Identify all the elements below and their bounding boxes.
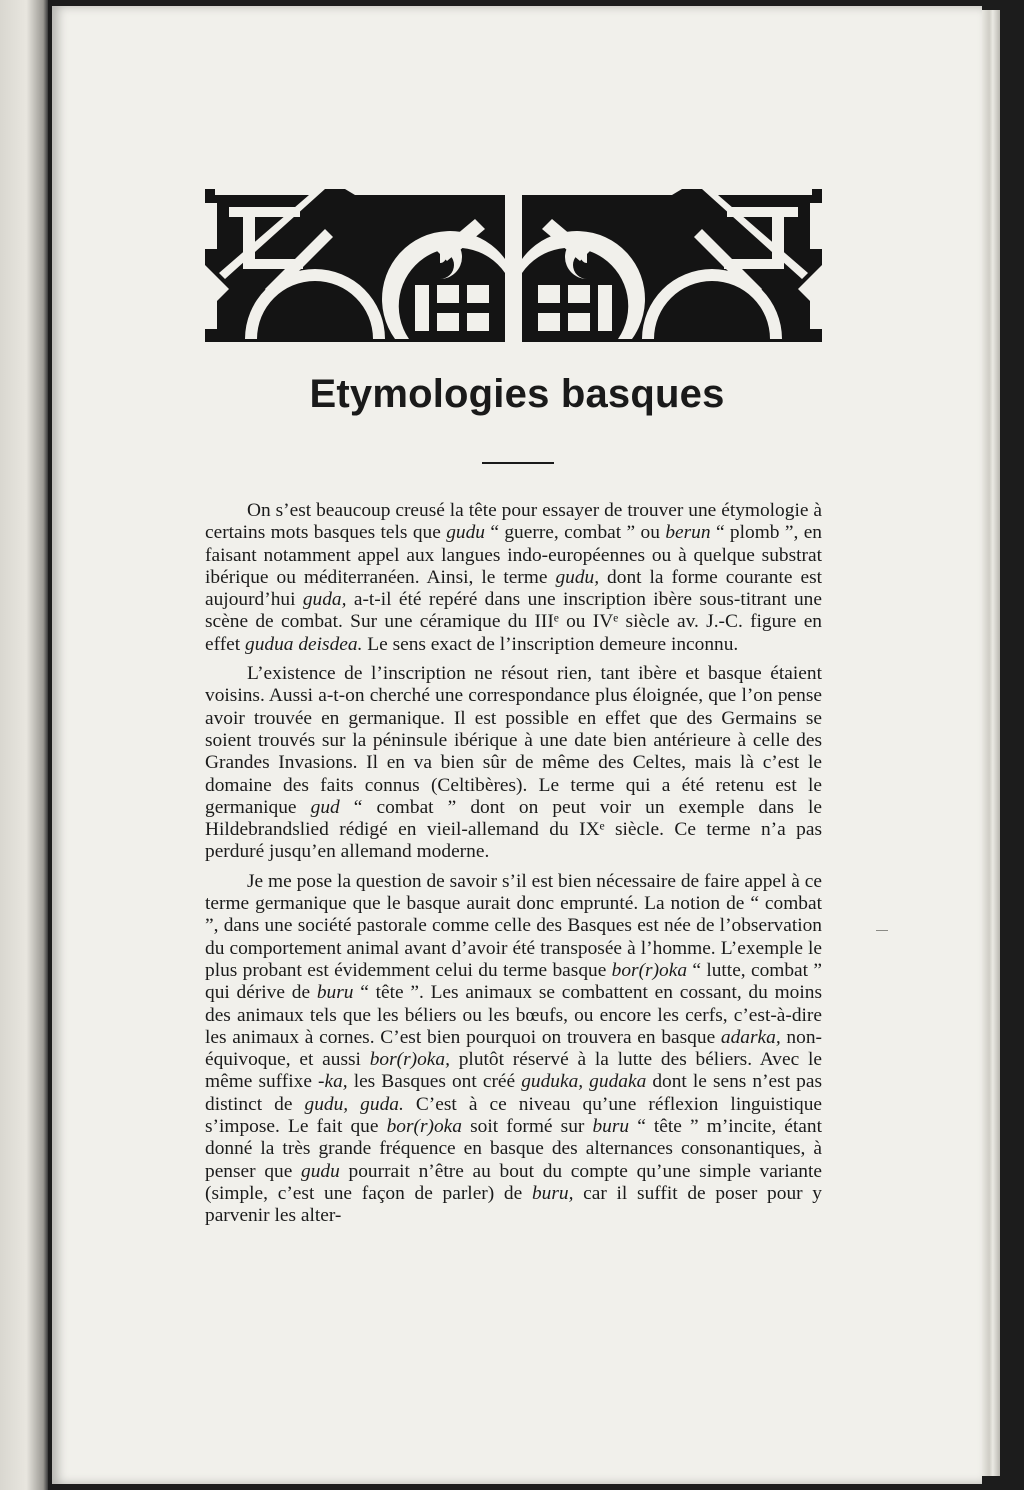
- text-run: les Basques ont créé: [347, 1071, 522, 1093]
- italic-term: gudu, guda.: [304, 1093, 404, 1115]
- text-run: Je me pose la question de savoir s’il est bien nécessaire de faire appel à ce terme germanique que le basque aurait donc emprunté. La notion de “ combat ”, dans une société pastorale comme celle des Basques est née de l’observation du comportement animal avant d’avoir été transposée à l’homme. L’exemple le plus probant est évidemment celui du terme basque: [205, 870, 822, 981]
- text-run: car il suffit de poser pour y parvenir les alter-: [205, 1182, 822, 1227]
- italic-term: guda,: [302, 589, 347, 611]
- text-run: “ lutte, combat ” qui dérive de: [205, 959, 822, 1004]
- italic-term: gudu: [301, 1160, 340, 1182]
- basque-frieze-icon: [205, 189, 822, 342]
- text-run: On s’est beaucoup creusé la tête pour essayer de trouver une étymologie à certains mots basques tels que: [205, 500, 822, 544]
- text-run: “ combat ” dont on peut voir un exemple dans le Hildebrandslied rédigé en vieil-allemand du IXᵉ siècle. Ce terme n’a pas perduré jusqu’en allemand moderne.: [205, 796, 822, 863]
- italic-term: guduka, gudaka: [521, 1071, 647, 1093]
- italic-term: buru: [592, 1116, 630, 1138]
- italic-term: buru,: [531, 1182, 574, 1204]
- text-run: “ guerre, combat ” ou: [485, 522, 666, 544]
- page-stack-edge: [982, 10, 1000, 1476]
- italic-term: bor(r)oka: [611, 959, 688, 981]
- text-run: dont la forme courante est aujourd’hui: [205, 566, 822, 611]
- italic-term: bor(r)oka,: [369, 1049, 450, 1071]
- italic-term: buru: [316, 982, 354, 1004]
- text-run: non-équivoque, et aussi: [205, 1026, 822, 1071]
- text-run: a-t-il été repéré dans une inscription ibère sous-titrant une scène de combat. Sur une céramique du IIIᵉ ou IVᵉ siècle av. J.-C. figure en effet: [205, 589, 822, 655]
- margin-mark: [876, 930, 888, 931]
- italic-term: adarka,: [720, 1026, 781, 1048]
- text-run: soit formé sur: [462, 1116, 593, 1138]
- text-run: Le sens exact de l’inscription demeure inconnu.: [362, 633, 739, 655]
- article-body: [205, 500, 822, 1235]
- italic-term: gudu,: [555, 566, 600, 588]
- text-run: dont le sens n’est pas distinct de: [205, 1071, 823, 1115]
- italic-term: berun: [665, 522, 711, 544]
- paragraph-2: [205, 663, 822, 864]
- paragraph-1: [205, 500, 822, 656]
- italic-term: gud: [310, 796, 340, 818]
- italic-term: gudua deisdea.: [245, 633, 363, 655]
- title-divider: [482, 462, 554, 464]
- text-run: plutôt réservé à la lutte des béliers. Avec le même suffixe: [205, 1049, 822, 1093]
- facing-page-edge: [0, 0, 48, 1490]
- text-run: “ tête ”. Les animaux se combattent en cossant, du moins des animaux tels que les béliers ou les bœufs, ou encore les cerfs, c’est-à-dire les animaux à cornes. C’est bien pourquoi on trouvera en basque: [205, 982, 822, 1048]
- text-run: C’est à ce niveau qu’une réflexion linguistique s’impose. Le fait que: [205, 1093, 822, 1138]
- paragraph-3: [205, 871, 822, 1228]
- text-run: pourrait n’être au bout du compte qu’une simple variante (simple, c’est une façon de parler) de: [205, 1160, 822, 1204]
- italic-term: bor(r)oka: [386, 1116, 462, 1138]
- text-run: “ tête ” m’incite, étant donné la très grande fréquence en basque des alternances consonantiques, à penser que: [205, 1116, 822, 1182]
- article-title: Etymologies basques: [309, 372, 725, 416]
- text-run: “ plomb ”, en faisant notamment appel aux langues indo-européennes ou à quelque substrat ibérique ou méditerranéen. Ainsi, le terme: [205, 522, 822, 588]
- text-run: L’existence de l’inscription ne résout rien, tant ibère et basque étaient voisins. Aussi a-t-on cherché une correspondance plus éloignée, que l’on pense avoir trouvée en germanique. Il est possible en effet que des Germains se soient trouvés sur la péninsule ibérique à une date bien antérieure à celle des Grandes Invasions. Il en va bien sûr de même des Celtes, mais là c’est le domaine des faits connus (Celtibères). Le terme qui a été retenu est le germanique: [205, 663, 822, 818]
- italic-term: gudu: [446, 522, 485, 544]
- italic-term: -ka,: [318, 1071, 348, 1093]
